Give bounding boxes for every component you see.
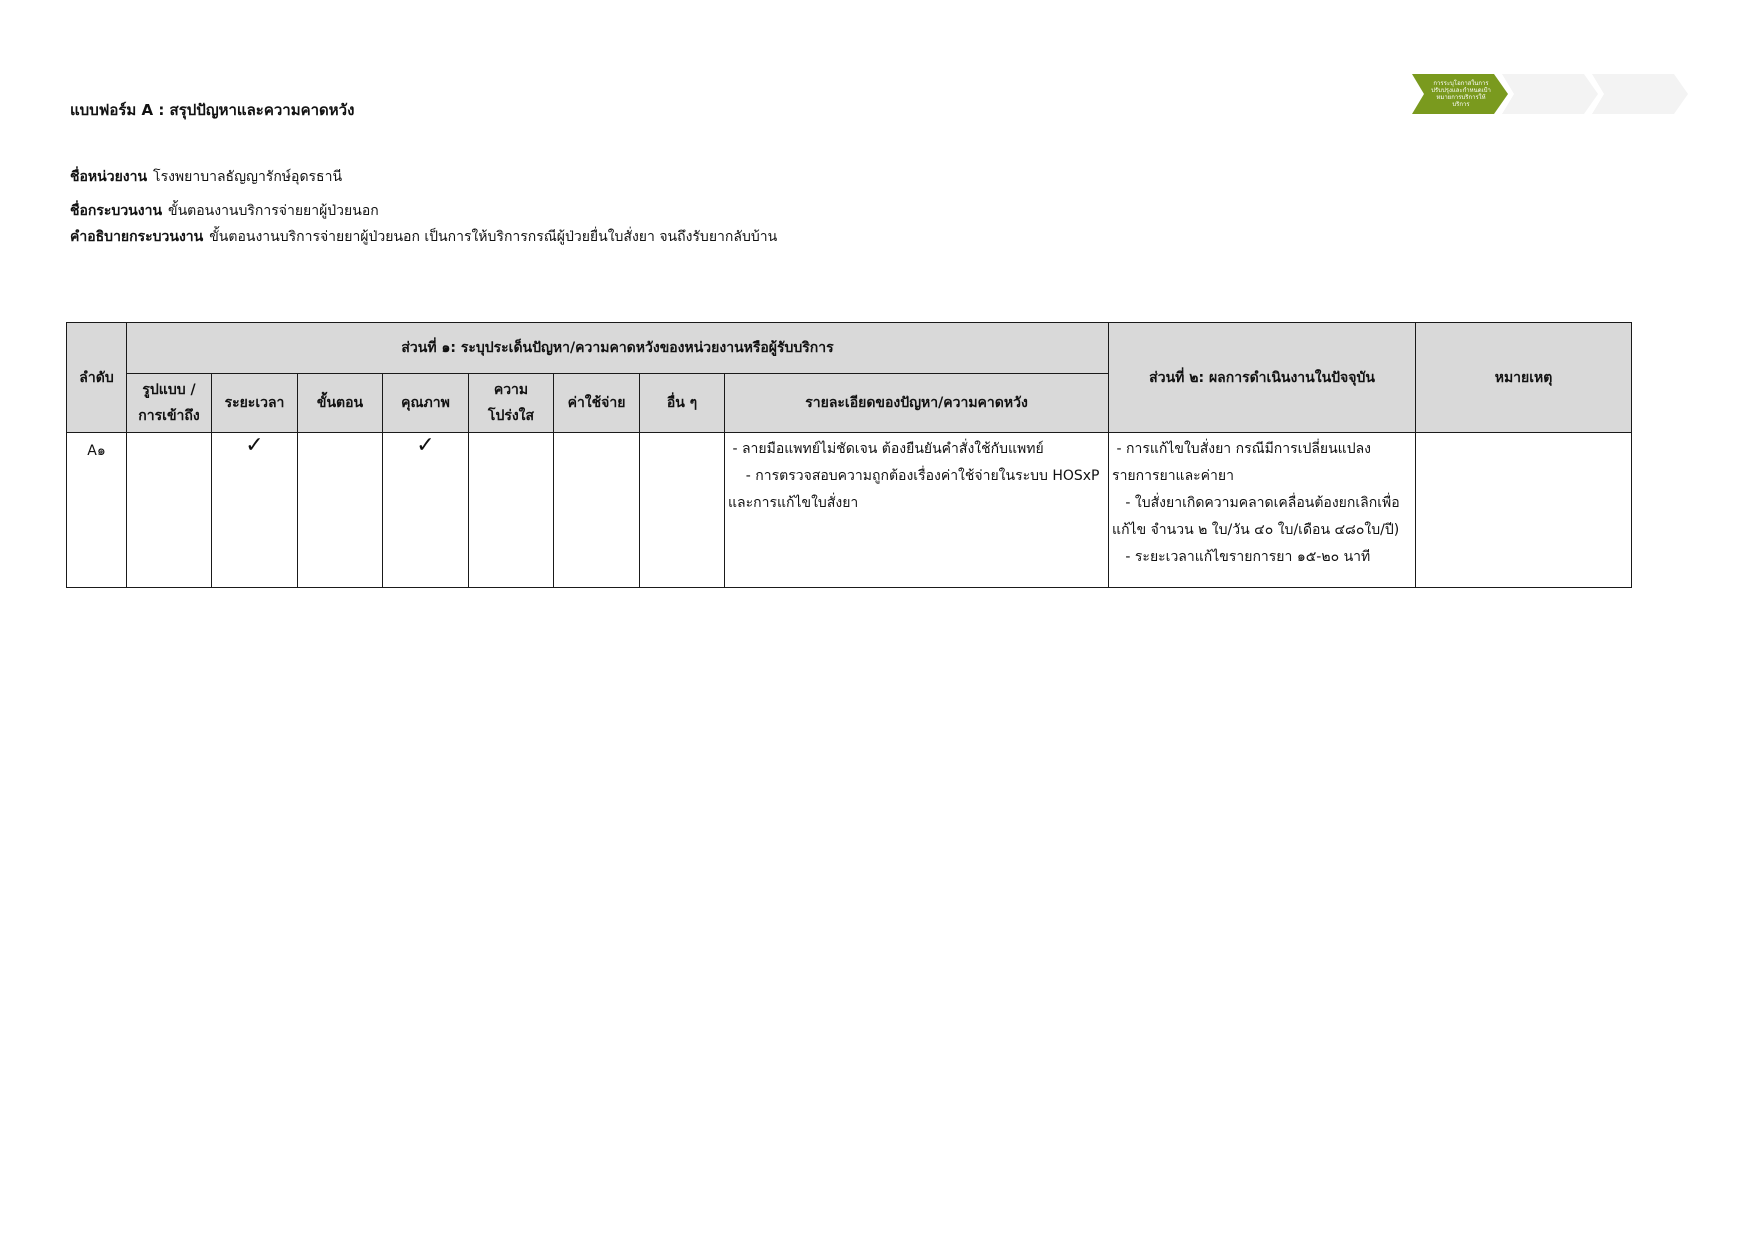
col-transparency-header	[469, 374, 554, 433]
steps-cell	[298, 433, 383, 588]
time-check-cell: ✓	[212, 433, 298, 588]
step-1-label: การระบุโอกาสในการปรับปรุงและกำหนดเป้าหมายการบริการให้บริการ	[1431, 80, 1491, 108]
table-row	[67, 433, 1632, 588]
problem-summary-table	[66, 322, 1632, 588]
col-steps-header: ขั้นตอน	[298, 374, 383, 433]
row-seq-cell: A๑	[67, 433, 127, 588]
process-value: ขั้นตอนงานบริการจ่ายยาผู้ป่วยนอก	[168, 203, 379, 219]
info-process	[70, 200, 379, 222]
transparency-header-line1: ความ	[493, 382, 529, 398]
description-value: ขั้นตอนงานบริการจ่ายยาผู้ป่วยนอก เป็นการให้บริการกรณีผู้ป่วยยื่นใบสั่งยา จนถึงรับยากลับบ้าน	[209, 229, 778, 245]
progress-stepper	[1412, 74, 1688, 114]
col-seq-header: ลำดับ	[67, 323, 127, 433]
description-label: คำอธิบายกระบวนงาน	[70, 229, 204, 245]
col-cost-header: ค่าใช้จ่าย	[554, 374, 640, 433]
result-line: - ระยะเวลาแก้ไขรายการยา ๑๕-๒๐ นาที	[1112, 549, 1371, 565]
transparency-cell	[469, 433, 554, 588]
info-unit	[70, 166, 342, 188]
step-2-label	[1512, 74, 1594, 114]
part2-header: ส่วนที่ ๒: ผลการดำเนินงานในปัจจุบัน	[1109, 323, 1416, 433]
detail-line: และการแก้ไขใบสั่งยา	[728, 495, 859, 511]
result-line: แก้ไข จำนวน ๒ ใบ/วัน ๔๐ ใบ/เดือน ๔๘๐ใบ/ปี)	[1112, 522, 1400, 538]
format-cell	[127, 433, 212, 588]
remark-header: หมายเหตุ	[1416, 323, 1632, 433]
col-time-header: ระยะเวลา	[212, 374, 298, 433]
step-3-label	[1602, 74, 1684, 114]
unit-label: ชื่อหน่วยงาน	[70, 169, 148, 185]
cost-cell	[554, 433, 640, 588]
result-line: - การแก้ไขใบสั่งยา กรณีมีการเปลี่ยนแปลง	[1112, 441, 1372, 457]
remark-cell	[1416, 433, 1632, 588]
result-line: รายการยาและค่ายา	[1112, 468, 1234, 484]
table-header-row	[67, 323, 1632, 374]
col-other-header: อื่น ๆ	[640, 374, 725, 433]
col-detail-header: รายละเอียดของปัญหา/ความคาดหวัง	[725, 374, 1109, 433]
result-line: - ใบสั่งยาเกิดความคลาดเคลื่อนต้องยกเลิกเพื่อ	[1112, 495, 1400, 511]
quality-check-cell: ✓	[383, 433, 469, 588]
detail-line: - การตรวจสอบความถูกต้องเรื่องค่าใช้จ่ายในระบบ HOSxP	[728, 468, 1100, 484]
detail-cell	[725, 433, 1109, 588]
info-description	[70, 226, 777, 248]
transparency-header-line2: โปร่งใส	[487, 408, 535, 424]
other-cell	[640, 433, 725, 588]
col-quality-header: คุณภาพ	[383, 374, 469, 433]
format-header-line2: การเข้าถึง	[138, 408, 200, 424]
detail-line: - ลายมือแพทย์ไม่ชัดเจน ต้องยืนยันคำสั่งใช้กับแพทย์	[728, 441, 1044, 457]
result-cell	[1109, 433, 1416, 588]
form-title: แบบฟอร์ม A : สรุปปัญหาและความคาดหวัง	[70, 101, 355, 119]
unit-value: โรงพยาบาลธัญญารักษ์อุดรธานี	[153, 169, 343, 185]
format-header-line1: รูปแบบ /	[142, 382, 196, 398]
process-label: ชื่อกระบวนงาน	[70, 203, 163, 219]
part1-header: ส่วนที่ ๑: ระบุประเด็นปัญหา/ความคาดหวังของหน่วยงานหรือผู้รับบริการ	[127, 323, 1109, 374]
col-format-header	[127, 374, 212, 433]
